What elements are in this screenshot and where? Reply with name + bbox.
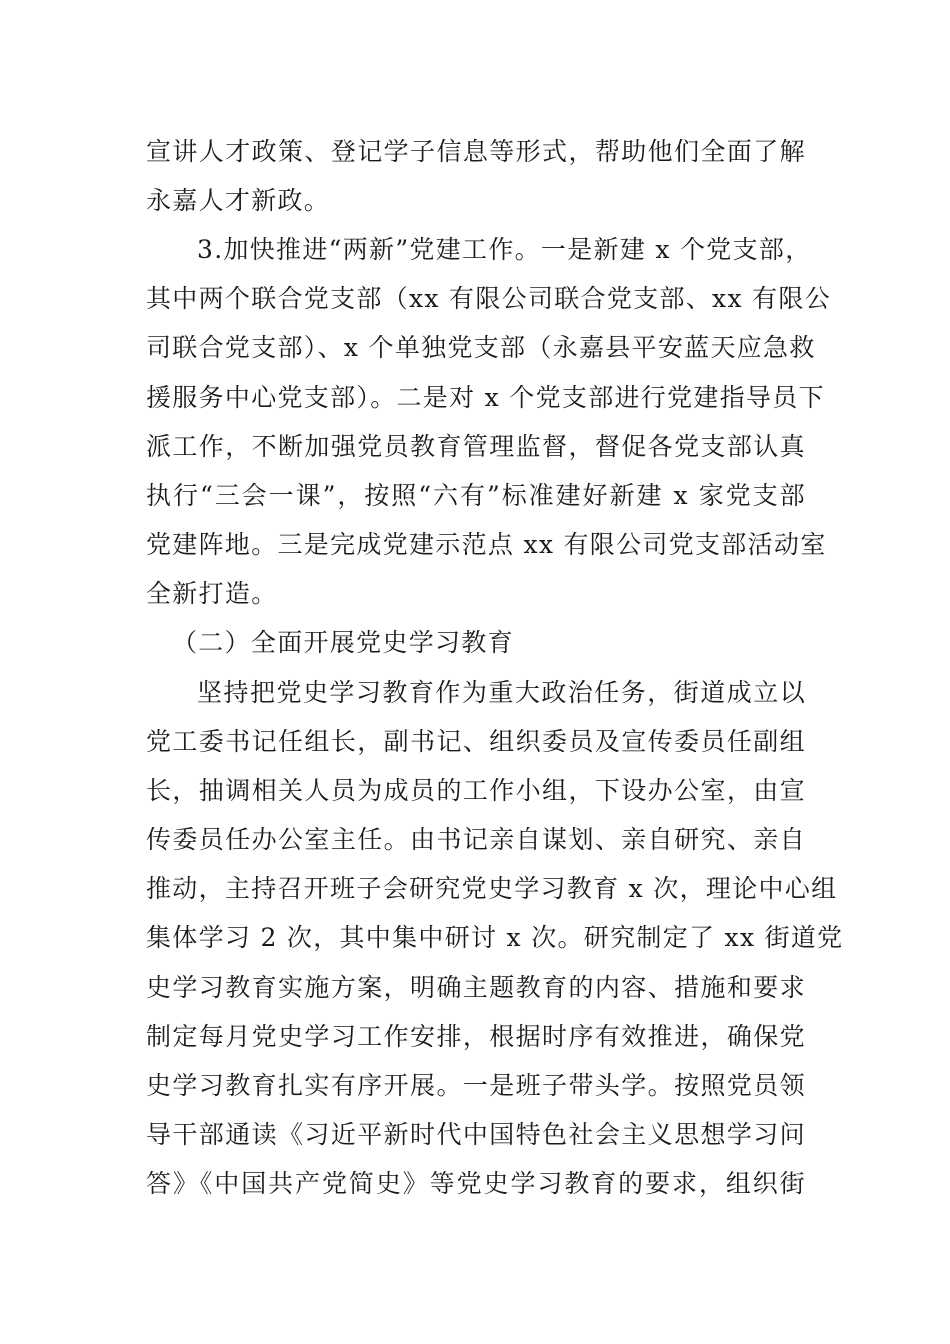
paragraph-line: 答》《中国共产党简史》等党史学习教育的要求，组织街 xyxy=(146,1169,806,1198)
paragraph-line: 援服务中心党支部）。二是对 x 个党支部进行党建指导员下 xyxy=(146,383,825,412)
paragraph-line: 长，抽调相关人员为成员的工作小组，下设办公室，由宣 xyxy=(146,776,806,805)
paragraph-line: 制定每月党史学习工作安排，根据时序有效推进，确保党 xyxy=(146,1022,806,1051)
paragraph-line: 党建阵地。三是完成党建示范点 xx 有限公司党支部活动室 xyxy=(146,530,827,559)
paragraph-line: 推动，主持召开班子会研究党史学习教育 x 次，理论中心组 xyxy=(146,874,838,903)
paragraph-line: 3.加快推进“两新”党建工作。一是新建 x 个党支部， xyxy=(197,235,812,264)
paragraph-line: 其中两个联合党支部（xx 有限公司联合党支部、xx 有限公 xyxy=(146,284,831,313)
paragraph-line: 坚持把党史学习教育作为重大政治任务，街道成立以 xyxy=(197,678,806,707)
paragraph-line: 史学习教育扎实有序开展。一是班子带头学。按照党员领 xyxy=(146,1071,806,1100)
paragraph-line: 史学习教育实施方案，明确主题教育的内容、措施和要求 xyxy=(146,973,806,1002)
paragraph-line: 司联合党支部）、x 个单独党支部（永嘉县平安蓝天应急救 xyxy=(146,333,816,362)
paragraph-line: 永嘉人才新政。 xyxy=(146,186,331,215)
paragraph-line: 宣讲人才政策、登记学子信息等形式，帮助他们全面了解 xyxy=(146,137,806,166)
paragraph-line: 导干部通读《习近平新时代中国特色社会主义思想学习问 xyxy=(146,1120,806,1149)
paragraph-line: 党工委书记任组长，副书记、组织委员及宣传委员任副组 xyxy=(146,727,806,756)
paragraph-line: 派工作，不断加强党员教育管理监督，督促各党支部认真 xyxy=(146,432,806,461)
paragraph-line: 传委员任办公室主任。由书记亲自谋划、亲自研究、亲自 xyxy=(146,825,806,854)
paragraph-line: 集体学习 2 次，其中集中研讨 x 次。研究制定了 xx 街道党 xyxy=(146,923,844,952)
section-heading: （二）全面开展党史学习教育 xyxy=(172,628,514,657)
paragraph-line: 执行“三会一课”，按照“六有”标准建好新建 x 家党支部 xyxy=(146,481,806,510)
paragraph-line: 全新打造。 xyxy=(146,579,278,608)
